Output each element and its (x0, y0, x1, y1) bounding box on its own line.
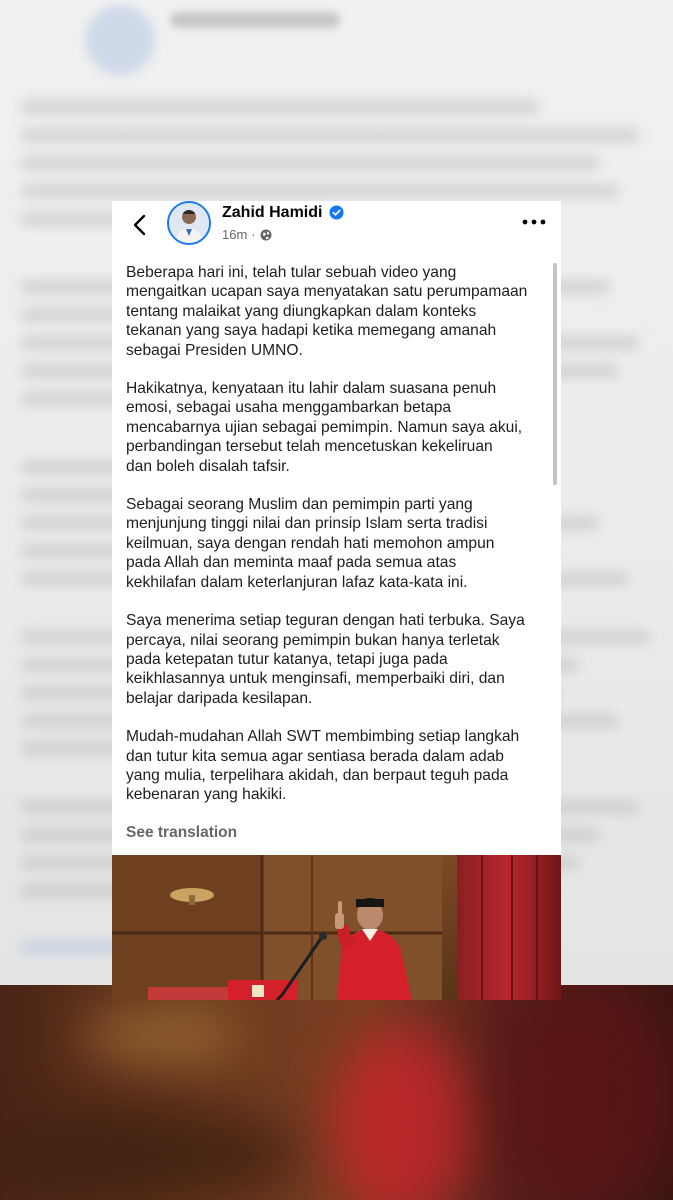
post-time[interactable]: 16m (222, 227, 248, 242)
post-paragraph: Saya menerima setiap teguran dengan hati terbuka. Saya percaya, nilai seorang pemimpin bukan hanya terletak pada ketepatan tutur katanya, tetapi juga pada keikhlasannya untuk menginsafi, memperbaiki diri, dan belajar daripada kesilapan. (126, 612, 525, 707)
chevron-left-icon (126, 211, 154, 239)
globe-icon (260, 229, 272, 241)
post-paragraph: Hakikatnya, kenyataan itu lahir dalam suasana penuh emosi, sebagai usaha menggambarkan betapa mencabarnya ujian sebagai pemimpin. Namun saya akui, perbandingan tersebut telah mencetuskan kekeliruan dan boleh disalah tafsir. (126, 380, 523, 475)
background-photo-blur (0, 985, 673, 1200)
scrollbar[interactable] (553, 263, 557, 485)
meta-separator: · (251, 227, 256, 242)
post-card (112, 201, 561, 1000)
verified-badge-icon (329, 205, 344, 220)
post-photo[interactable] (112, 855, 561, 1000)
author-name[interactable]: Zahid Hamidi (222, 204, 323, 221)
more-options-button[interactable] (521, 213, 547, 231)
back-button[interactable] (126, 211, 154, 239)
post-paragraph: Mudah-mudahan Allah SWT membimbing setiap langkah dan tutur kita semua agar sentiasa berada dalam adab yang mulia, terpelihara akidah, dan berpaut teguh pada kebenaran yang hakiki. (126, 728, 520, 804)
post-meta (222, 227, 272, 242)
speaker-photo (112, 855, 561, 1000)
more-horizontal-icon (521, 213, 547, 231)
post-body (126, 263, 546, 824)
post-header (112, 201, 561, 259)
post-paragraph: Beberapa hari ini, telah tular sebuah video yang mengaitkan ucapan saya menyatakan satu perumpamaan tentang malaikat yang diungkapkan dalam konteks tekanan yang saya hadapi ketika memegang amanah sebagai Presiden UMNO. (126, 264, 528, 359)
see-translation-link[interactable]: See translation (126, 824, 238, 841)
avatar[interactable] (167, 201, 211, 245)
post-paragraph: Sebagai seorang Muslim dan pemimpin parti yang menjunjung tinggi nilai dan prinsip Islam serta tradisi keilmuan, saya dengan rendah hati memohon ampun pada Allah dan meminta maaf pada semua atas kekhilafan dalam keterlanjuran lafaz kata-kata ini. (126, 496, 495, 591)
profile-photo-icon (169, 203, 209, 243)
